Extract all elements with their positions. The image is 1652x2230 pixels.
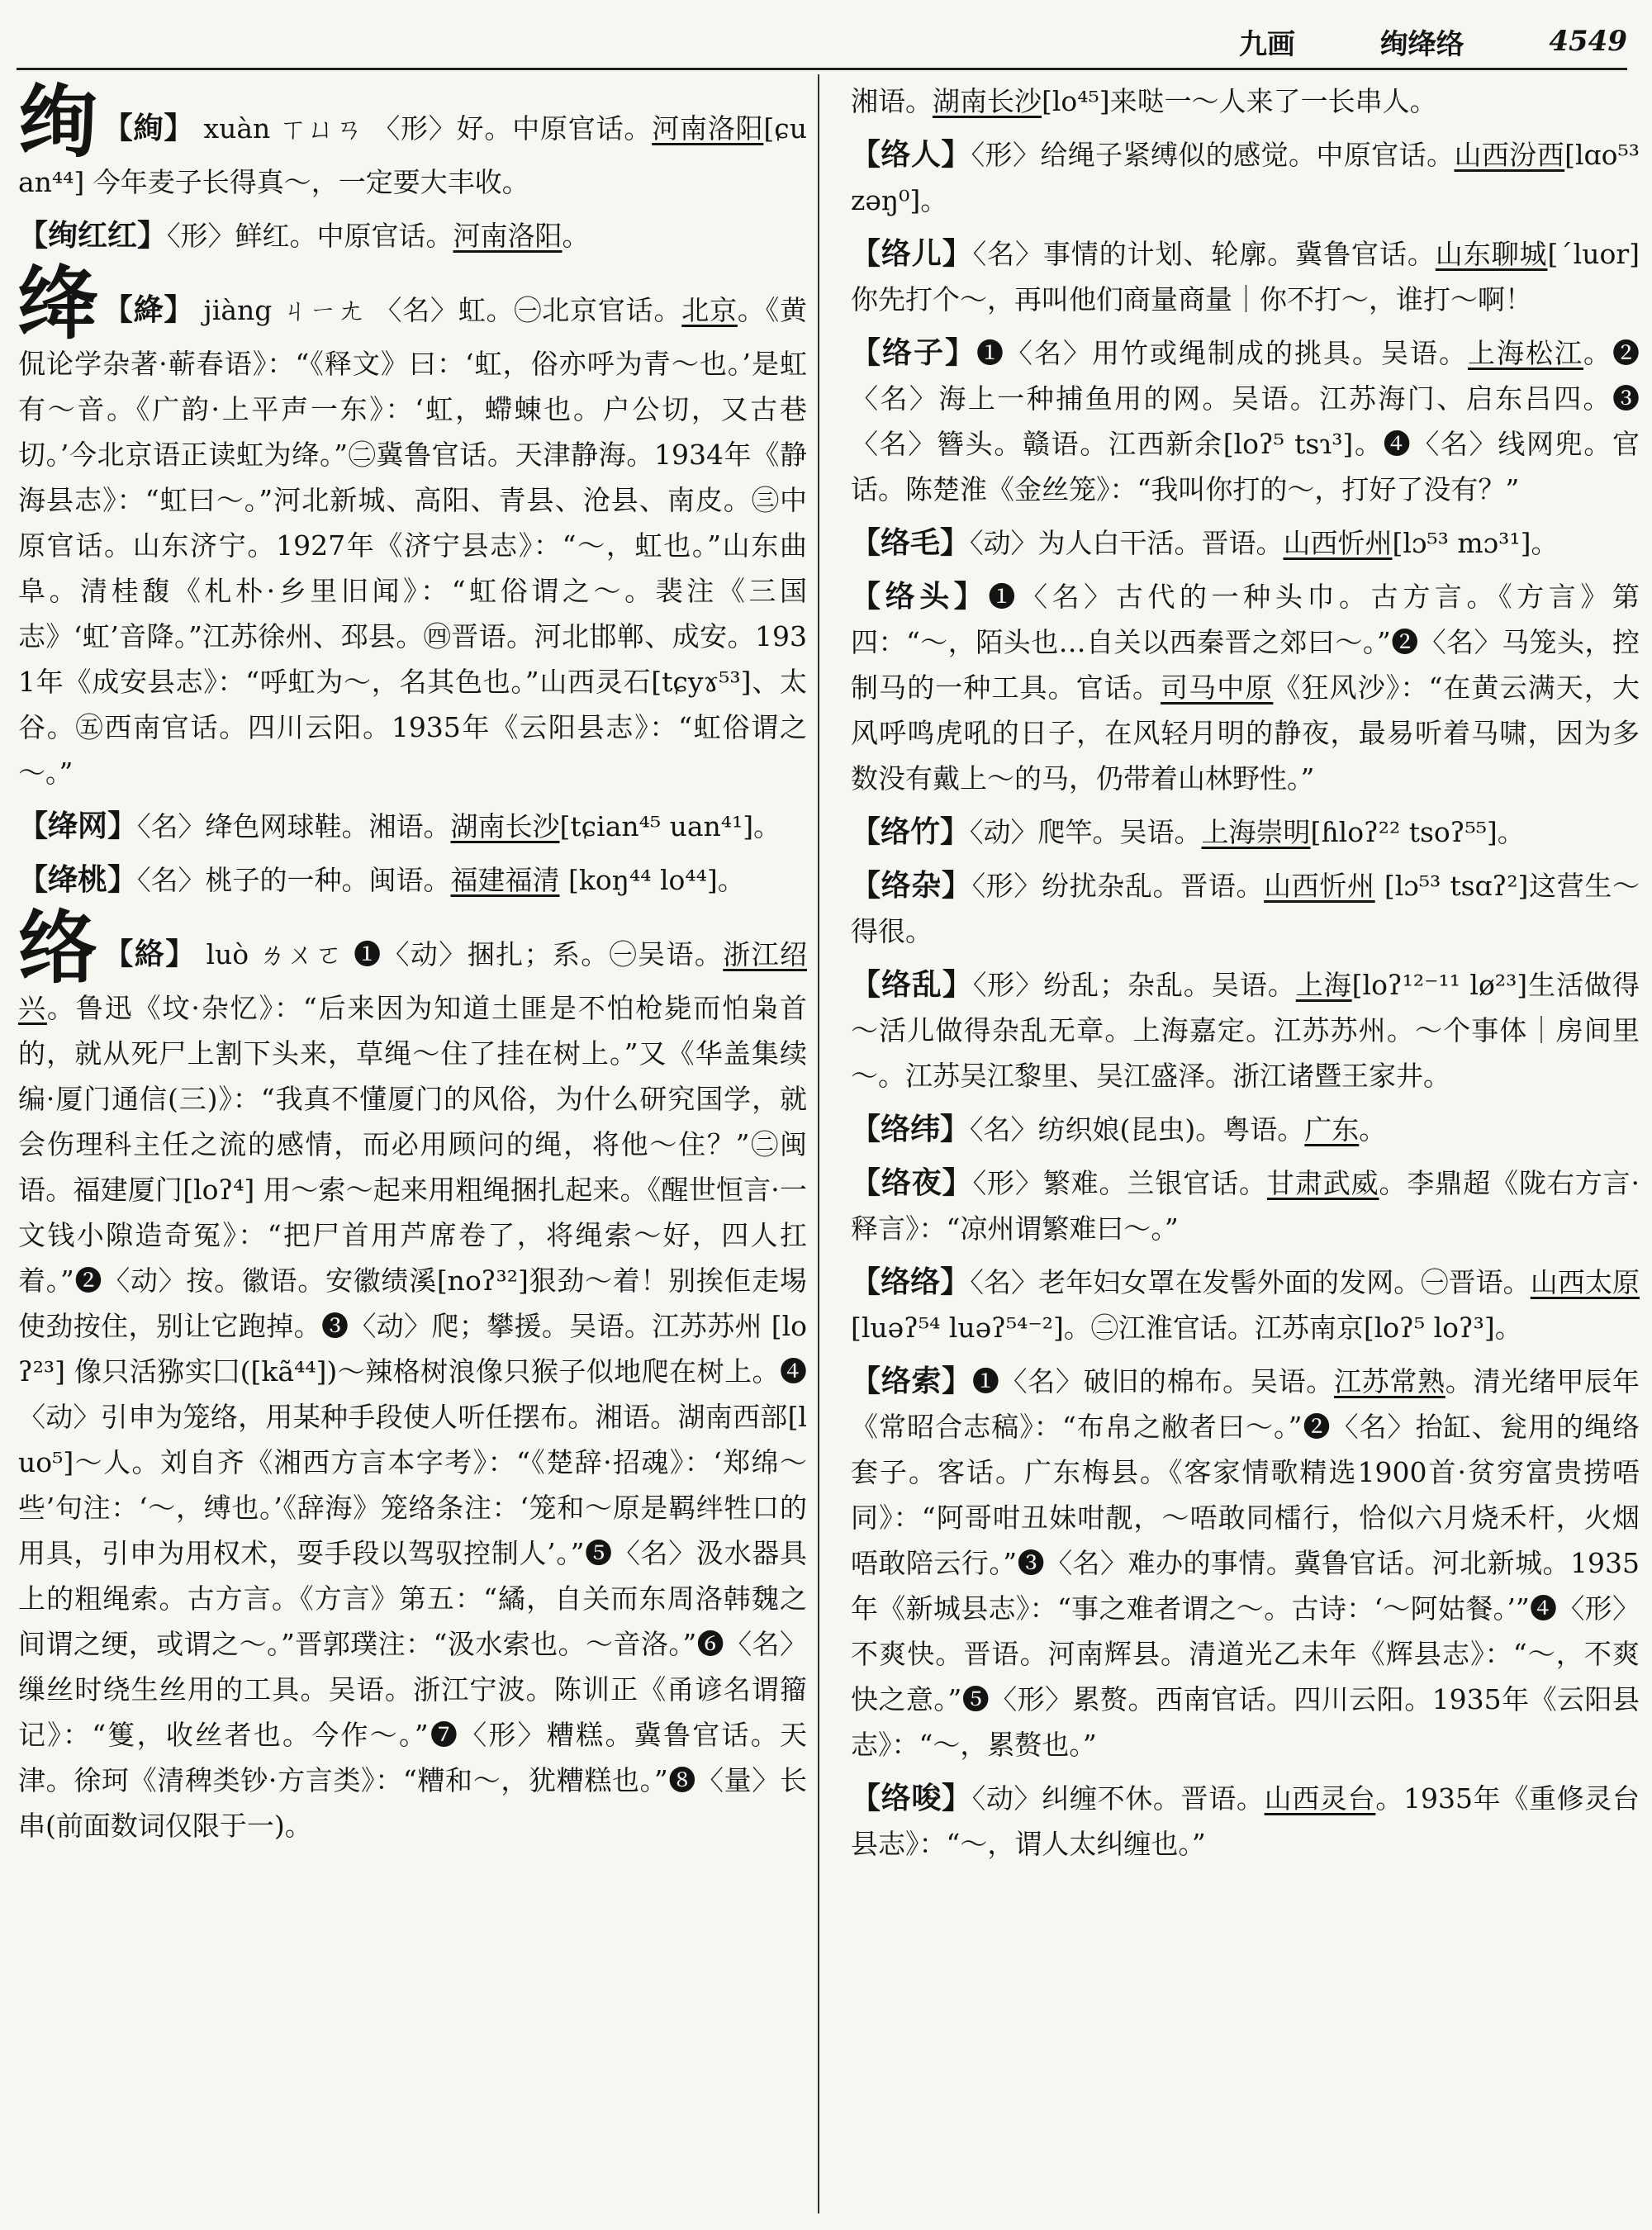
headword: 【络络】 bbox=[851, 1264, 971, 1299]
word-entry bbox=[851, 1260, 1640, 1350]
place-name: 福建福清 bbox=[450, 864, 560, 896]
place-name: 河南洛阳 bbox=[453, 220, 563, 252]
definition-text: xuàn ㄒㄩㄢ 〈形〉好。中原官话。 bbox=[194, 112, 653, 145]
place-name: 山东聊城 bbox=[1435, 238, 1548, 270]
definition-text: 《狂风沙》：“在黄云满天，大风呼鸣虎吼的日子，在风轻月明的静夜，最易听着马啸，因为多数没有戴上～的马，仍带着山林野性。” bbox=[851, 671, 1640, 795]
place-name: 江苏常熟 bbox=[1333, 1365, 1446, 1397]
word-entry bbox=[851, 330, 1640, 512]
headword: 【络人】 bbox=[851, 137, 971, 172]
definition-text: [luəʔ⁵⁴ luəʔ⁵⁴⁻²]。㊁江淮官话。江苏南京[loʔ⁵ loʔ³]。 bbox=[851, 1312, 1522, 1344]
place-name: 山西汾西 bbox=[1454, 139, 1565, 171]
place-name: 上海松江 bbox=[1468, 337, 1583, 369]
headword: 【绛网】 bbox=[18, 809, 138, 843]
headword: 【络毛】 bbox=[851, 525, 971, 560]
word-entry bbox=[18, 804, 807, 849]
headword: 【络索】 bbox=[851, 1364, 972, 1398]
word-entry bbox=[851, 1107, 1640, 1152]
headword: 【絢】 bbox=[102, 111, 195, 145]
word-entry bbox=[851, 574, 1640, 801]
definition-text: [lɔ⁵³ mɔ³¹]。 bbox=[1392, 527, 1559, 559]
place-name: 浙江绍兴 bbox=[18, 938, 808, 1024]
headword-char: 绚 bbox=[18, 75, 98, 168]
left-column bbox=[18, 75, 808, 1857]
definition-text: 〈形〉繁难。兰银官话。 bbox=[972, 1167, 1267, 1199]
column-divider bbox=[818, 74, 819, 2213]
definition-text: [lɑo⁵³ zəŋ⁰]。 bbox=[851, 139, 1640, 216]
definition-text: 〈名〉绛色网球鞋。湘语。 bbox=[137, 810, 451, 842]
definition-text: 。1935年《重修灵台县志》：“～，谓人太纠缠也。” bbox=[851, 1782, 1640, 1860]
headword: 【络子】 bbox=[851, 335, 976, 370]
place-name: 湖南长沙 bbox=[450, 810, 560, 842]
definition-text: [koŋ⁴⁴ lo⁴⁴]。 bbox=[559, 864, 745, 896]
definition-text: 〈形〉纷乱；杂乱。吴语。 bbox=[972, 969, 1296, 1001]
definition-text: ❶〈名〉用竹或绳制成的挑具。吴语。 bbox=[976, 337, 1468, 369]
definition-text: luò ㄌㄨㄛ ❶〈动〉捆扎；系。㊀吴语。 bbox=[196, 938, 724, 970]
headword-char: 绛 bbox=[18, 257, 98, 350]
word-entry bbox=[851, 809, 1640, 855]
definition-text: jiàng ㄐㄧㄤ 〈名〉虹。㊀北京官话。 bbox=[194, 294, 682, 326]
char-entry bbox=[18, 257, 808, 795]
headword: 【络杂】 bbox=[851, 868, 972, 903]
place-name: 湖南长沙 bbox=[933, 85, 1042, 117]
headword: 【络夜】 bbox=[851, 1165, 973, 1200]
place-name: 山西灵台 bbox=[1264, 1782, 1376, 1815]
place-name: 山西忻州 bbox=[1283, 527, 1393, 559]
word-entry bbox=[18, 857, 807, 903]
definition-text: ❶〈名〉破旧的棉布。吴语。 bbox=[971, 1365, 1334, 1397]
header-chars: 绚绛络 bbox=[1379, 27, 1464, 61]
word-entry bbox=[851, 1359, 1640, 1767]
definition-text: 。《黄侃论学杂著·蕲春语》：“《释文》曰：‘虹，俗亦呼为青～也。’是虹有～音。《广韵·上平声一东》：‘虹，螮蝀也。户公切，又古巷切。’今北京语正读虹为绛。”㊁冀鲁官话。天津静海。1934年《静海县志》：“虹曰～。”河北新城、高阳、青县、沧县、南皮。㊂中原官话。山东济宁。1927年《济宁县志》：“～，虹也。”山东曲阜。清桂馥《札朴·乡里旧闻》：“虹俗谓之～。裴注《三国志》‘虹’音降。”江苏徐州、邳县。㊃晋语。河北邯郸、成安。1931年《成安县志》：“呼虹为～，名其色也。”山西灵石[tɕyɤ⁵³]、太谷。㊄西南官话。四川云阳。1935年《云阳县志》：“虹俗谓之～。” bbox=[18, 294, 808, 789]
definition-text: 〈形〉给绳子紧缚似的感觉。中原官话。 bbox=[971, 139, 1455, 171]
headword: 【绛桃】 bbox=[18, 862, 138, 897]
definition-text: 〈动〉为人白干活。晋语。 bbox=[970, 527, 1284, 559]
definition-text: [lo⁴⁵]来哒一～人来了一长串人。 bbox=[1042, 85, 1437, 117]
headword: 【络唆】 bbox=[851, 1781, 972, 1815]
word-entry bbox=[851, 1776, 1640, 1867]
running-header bbox=[1239, 18, 1627, 64]
headword: 【络乱】 bbox=[851, 967, 973, 1002]
definition-text: 。清光绪甲辰年《常昭合志稿》：“布帛之敝者曰～。”❷〈名〉抬缸、瓮用的绳络套子。客话。广东梅县。《客家情歌精选1900首·贫穷富贵捞唔同》：“阿哥咁丑妹咁靓，～唔敢同檑行，恰似六月烧禾杆，火烟唔敢陪云行。”❸〈名〉难办的事情。冀鲁官话。河北新城。1935年《新城县志》：“事之难者谓之～。古诗：‘～阿姑餐。’”❹〈形〉不爽快。晋语。河南辉县。清道光乙未年《辉县志》：“～，不爽快之意。”❺〈形〉累赘。西南官话。四川云阳。1935年《云阳县志》：“～，累赘也。” bbox=[851, 1365, 1640, 1761]
place-name: 上海 bbox=[1295, 969, 1352, 1001]
definition-text: 〈名〉桃子的一种。闽语。 bbox=[137, 864, 451, 896]
place-name: 甘肃武威 bbox=[1266, 1167, 1379, 1199]
definition-text: 。❷〈名〉海上一种捕鱼用的网。吴语。江苏海门、启东吕四。❸〈名〉簪头。赣语。江西新余[loʔ⁵ tsɿ³]。❹〈名〉线网兜。官话。陈楚淮《金丝笼》：“我叫你打的～，打好了没有？” bbox=[851, 337, 1640, 505]
definition-text: 。 bbox=[562, 220, 590, 252]
definition-text: [ɕuan⁴⁴] 今年麦子长得真～，一定要大丰收。 bbox=[18, 112, 807, 198]
definition-text: [tɕian⁴⁵ uan⁴¹]。 bbox=[559, 810, 781, 842]
definition-text: 〈动〉纠缠不休。晋语。 bbox=[971, 1782, 1265, 1815]
place-name: 广东 bbox=[1304, 1113, 1360, 1146]
definition-text: 〈形〉鲜红。中原官话。 bbox=[167, 220, 453, 252]
headword: 【絳】 bbox=[102, 292, 195, 327]
headword-char: 络 bbox=[18, 901, 99, 994]
definition-text: 。鲁迅《坟·杂忆》：“后来因为知道土匪是不怕枪毙而怕枭首的，就从死尸上割下头来，草绳～住了挂在树上。”又《华盖集续编·厦门通信(三)》：“我真不懂厦门的风俗，为什么研究国学，就会伤理科主任之流的感情，而必用顾问的绳，将他～住？”㊁闽语。福建厦门[loʔ⁴] 用～索～起来用粗绳捆扎起来。《醒世恒言·一文钱小隙造奇冤》：“把尸首用芦席卷了，将绳索～好，四人扛着。”❷〈动〉按。徽语。安徽绩溪[noʔ³²]狠劲～着！别挨佢走埸使劲按住，别让它跑掉。❸〈动〉爬；攀援。吴语。江苏苏州 [loʔ²³] 像只活猕实囗([kã⁴⁴])～辣格树浪像只猴子似地爬在树上。❹〈动〉引申为笼络，用某种手段使人听任摆布。湘语。湖南西部[luo⁵]～人。刘自齐《湘西方言本字考》：“《楚辞·招魂》：‘郑绵～些’句注：‘～，缚也。’《辞海》笼络条注：‘笼和～原是羁绊牲口的用具，引申为用权术，耍手段以驾驭控制人’。”❺〈名〉汲水器具上的粗绳索。古方言。《方言》第五：“繘，自关而东周洛韩魏之间谓之绠，或谓之～。”晋郭璞注：“汲水索也。～音洛。”❻〈名〉缫丝时绕生丝用的工具。吴语。浙江宁波。陈训正《甬谚名谓籀记》：“篗，收丝者也。今作～。”❼〈形〉糟糕。冀鲁官话。天津。徐珂《清稗类钞·方言类》：“糟和～，犹糟糕也。”❽〈量〉长串(前面数词仅限于一)。 bbox=[18, 992, 807, 1842]
word-entry bbox=[851, 231, 1640, 322]
place-name: 司马中原 bbox=[1161, 671, 1274, 704]
headword: 【络儿】 bbox=[851, 236, 973, 271]
char-entry bbox=[18, 901, 808, 1848]
word-entry bbox=[851, 132, 1640, 223]
word-entry bbox=[851, 863, 1640, 954]
right-column bbox=[851, 78, 1640, 1875]
definition-text: 湘语。 bbox=[851, 85, 933, 117]
headword: 【绚红红】 bbox=[18, 218, 168, 253]
definition-text: 〈动〉爬竿。吴语。 bbox=[970, 816, 1202, 848]
definition-text: 。李鼎超《陇右方言·释言》：“凉州谓繁难曰～。” bbox=[851, 1167, 1640, 1245]
place-name: 河南洛阳 bbox=[652, 112, 764, 145]
continued-entry bbox=[851, 78, 1640, 124]
definition-text: 〈名〉老年妇女罩在发髻外面的发网。㊀晋语。 bbox=[970, 1266, 1531, 1298]
definition-text: 〈名〉事情的计划、轮廓。冀鲁官话。 bbox=[972, 238, 1436, 270]
definition-text: 〈形〉纷扰杂乱。晋语。 bbox=[971, 870, 1265, 902]
place-name: 北京 bbox=[681, 294, 738, 326]
headword: 【络纬】 bbox=[851, 1112, 971, 1146]
header-rule bbox=[17, 68, 1627, 70]
word-entry bbox=[851, 1160, 1640, 1251]
definition-text: [loʔ¹²⁻¹¹ lø²³]生活做得～活儿做得杂乱无章。上海嘉定。江苏苏州。～个事体｜房间里～。江苏吴江黎里、吴江盛泽。浙江诸暨王家井。 bbox=[851, 969, 1640, 1092]
word-entry bbox=[851, 962, 1640, 1098]
headword: 【络竹】 bbox=[851, 814, 971, 849]
place-name: 山西太原 bbox=[1530, 1266, 1640, 1298]
section-label: 九画 bbox=[1239, 27, 1295, 61]
char-entry bbox=[18, 75, 807, 205]
definition-text: 。 bbox=[1359, 1113, 1387, 1146]
definition-text: [ˊluor]你先打个～，再叫他们商量商量｜你不打～，谁打～啊！ bbox=[851, 238, 1640, 316]
definition-text: 〈名〉纺织娘(昆虫)。粤语。 bbox=[970, 1113, 1305, 1146]
word-entry bbox=[18, 213, 807, 259]
place-name: 山西忻州 bbox=[1264, 870, 1375, 902]
headword: 【络头】 bbox=[851, 579, 989, 614]
definition-text: [lɔ⁵³ tsɑʔ²]这营生～得很。 bbox=[851, 870, 1640, 947]
definition-text: [ɦloʔ²² tsoʔ⁵⁵]。 bbox=[1310, 816, 1525, 848]
place-name: 上海崇明 bbox=[1201, 816, 1311, 848]
page-number: 4549 bbox=[1549, 25, 1627, 58]
definition-text: ❶〈名〉古代的一种头巾。古方言。《方言》第四：“～，陌头也…自关以西秦晋之郊曰～。”❷〈名〉马笼头，控制马的一种工具。官话。 bbox=[851, 581, 1640, 704]
word-entry bbox=[851, 520, 1640, 566]
headword: 【絡】 bbox=[103, 937, 197, 971]
